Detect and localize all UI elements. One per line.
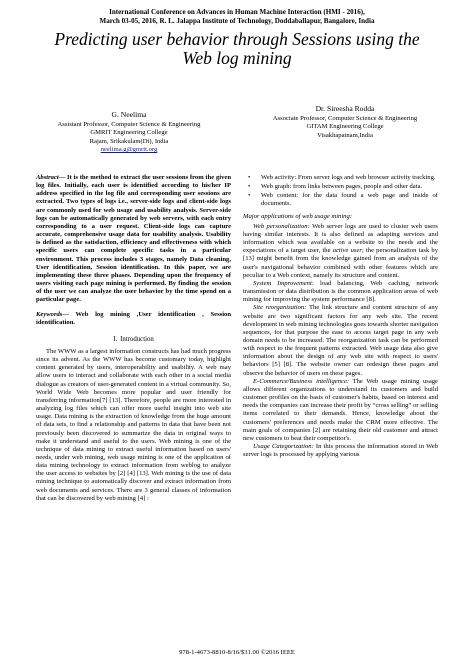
improvement-paragraph [243,280,438,304]
abstract [36,174,231,305]
list-item [243,183,438,191]
personalization-text: Web server logs are used to cluster web users having similar interests. It is also defined as adapting services and information which was available on a website to the needs and the expectations of a target user, the [243,222,438,255]
categorization-label: Usage Categorization: [253,443,314,450]
abstract-text: It is the method to extract the user sessions from the given log files. Initially, each user is identified according to his/her IP address specified in the log file and corresponding user sessions are extracted. Two types of logs i.e., server-side logs and client-side logs are commonly used for web usage and usability analysis. Server-side logs can be automatically generated by web servers, with each entry corresponding to a user request. Client-side logs can capture accurate, comprehensive usage data for usability analysis. Usability is defined as the satisfaction, efficiency and effectiveness with which specific users can complete specific tasks in a particular environment. This process includes 3 stages, namely Data cleaning, User identification, Session identification. In this paper, we are implementing these three phases. Depending upon the frequency of users visiting each page mining is performed. By finding the session of the user we can analyze the user behavior by the time spend on a particular page. [36,174,231,304]
personalization-paragraph [243,223,438,280]
title-line-1: Predicting user behavior through Sessions using the [54,29,420,49]
author-location: Visakhapatnam,India [317,131,373,139]
personalization-label: Web personalization: [253,222,310,230]
improvement-label: System Improvement: [253,279,315,287]
list-item [243,192,438,208]
section-title: Introduction [120,335,154,343]
list-item-text: Web graph: from links between pages, people and other data. [261,183,423,191]
section-number: I. [113,335,118,343]
author-name: G. Neelima [111,110,147,119]
personalization-text-2: ; the personalization task by [13] might benefit from the knowledge gained from an analysis of the user's navigational behavior combined with other features which are peculiar to a Web context, namely its structure and content. [243,247,438,279]
conference-line-1: International Conference on Advances in Human Machine Interaction (HMI - 2016), [109,8,365,16]
intro-paragraph: The WWW as a largest information constructs has had much progress since its advent. As the WWW has become customary today, highlight content generated by users, interoperability and usability. A web may allow users to interact and collaborate with each other in a social media dialogue as creators of user-generated content in a virtual community. So, World Wide Web becomes more popular and user friendly for transferring information[7] [13]. Therefore, people are more interested in analyzing log files which can offer more useful insight into web site usage. Data mining is the extraction of knowledge from the huge amount of data sets, to find a relationship and patterns in data that have been not previously been discovered to summarize the data in original ways to make it understand and useful to the users. Web mining is one of the technique of data mining to extract useful information based on users' needs, under web mining, web usage mining is one of the application of data mining technology to extract information from weblog to analyze the user access to websites by [2] [4] [13]. Web mining is the use of data mining technique to automatically discover and extract information from web documents and services. There are 3 general classes of information that can be discovered by web mining [4] : [36,347,231,502]
ecommerce-label: E-Commerce/Business intelligence: [253,377,350,385]
author-location: Rajam, Srikakulam(Dt), India [89,137,169,145]
keywords-label: Keywords [36,310,63,318]
keywords-text: Web log mining ,User identification , Session identification. [36,310,231,326]
author-affiliation: GMRIT Engineering College [90,129,168,137]
improvement-text: load balancing, Web caching, network transmission or data distribution is the common application areas of web mining for improving the system performance [8]. [243,279,438,304]
list-item [243,174,438,182]
author-block-2 [240,105,450,140]
author-position: Associate Professor, Computer Science & Engineering [272,114,418,122]
keywords-dash: — [62,310,69,318]
bullet-icon: • [248,192,251,200]
reorganization-text: The link structure and content structure of any website are two significant factors for any web site. The recent development in web mining technologies goes towards shorter navigation sequences, for that purpose the ease to access target page in any web domain needs to be increased. The reorganization task can be performed with respect to the frequent patterns extracted. Web usage data also give information about the design of any web site with respect to users' behaviors [5] [8]. The website owner can redesign these pages and observe the behavior of users on these pages. [243,304,438,377]
author-block-1 [24,111,234,155]
keywords [36,311,231,327]
abstract-label: Abstract [36,174,59,181]
abstract-dash: — [58,174,66,181]
author-name: Dr. Sireesha Rodda [315,104,375,113]
subsection-heading: Major applications of web usage mining: [243,212,352,220]
web-mining-classes-list [243,174,438,209]
list-item-text: Web activity: From server logs and web browser activity tracking. [261,174,436,181]
categorization-text: In this process the information stored in Web server logs is processed by applying various [243,443,438,459]
author-affiliation: GITAM Engineering College [306,123,384,131]
conference-header [30,8,444,26]
ecommerce-paragraph [243,378,438,443]
section-heading [36,336,231,344]
active-user-term: active user [332,247,362,255]
reorganization-label: Site reorganization: [253,304,307,312]
author-email-link[interactable]: neelima.g@gmrit.org [100,146,158,154]
bullet-icon: • [248,174,251,181]
page-footer: 978-1-4673-8810-8/16/$31.00 ©2016 IEEE [179,649,295,656]
conference-line-2: March 03-05, 2016, R. L. Jalappa Institute of Technology, Doddaballapur, Bangalore, India [99,17,375,25]
right-column [243,174,438,459]
list-item-text: Web content: for the data found a web page and inside of documents. [261,192,438,208]
ecommerce-text: The Web usage mining usage allows different organizations to understand its customers and build customer profiles on the basis of customer's habits, based on interest and needs the companies can increase their profit by “cross selling” or selling items correlated to their demands. Hence, knowledge about the customers' preferences and needs make the CRM more effective. The main goals of companies [2] are retaining their old customer and attract new customers to beat their competitor's. [243,377,438,442]
reorganization-paragraph [243,304,438,377]
left-column [36,174,231,503]
title-line-2: Web log mining [182,48,292,68]
categorization-paragraph [243,443,438,459]
paper-title [20,30,454,68]
bullet-icon: • [248,183,251,191]
author-position: Assistant Professor, Computer Science & Engineering [57,120,201,128]
